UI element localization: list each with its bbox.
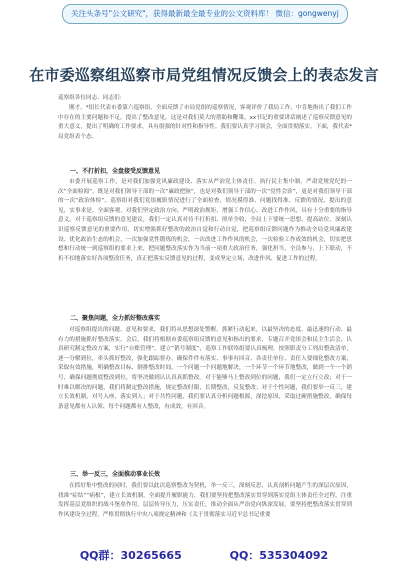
- promo-banner[interactable]: 关注头条号"公文研究"，获得最新最全最专业的公文资料库！ 微信：gongwenyj: [62, 4, 348, 24]
- section-3-heading: 三、举一反三，全面推动事业长效: [70, 471, 161, 478]
- section-2-heading: 二、聚焦问题，全力抓好整改落实: [70, 315, 161, 322]
- qq-label: QQ：535304092: [229, 549, 329, 562]
- contact-footer: [0, 547, 408, 563]
- intro-text: 刚才，*组长代表市委第六巡察组，全面反馈了市局党组的巡察情况，客观评价了我局工作，中肯地指出了我们工作中存在的主要问题和不足，提出了整改意见，这是对我们莫大的帮助和鞭策。xx书记的重要讲话阐述了巡察反馈意见的重大意义，提出了明确的工作要求，具有很强的针对性和指导性。我们要认真学习领会，全面贯彻落实。下面，我代表*局党组表个态。: [58, 105, 352, 140]
- section-1-heading: 一、不打折扣，全盘接受反馈意见: [70, 168, 161, 175]
- section-1-paragraph: 市委开展巡察工作，是对我们加强党风廉政建设、落实从严治党主体责任、执行民主集中制、严肃党规党纪的一次“全面检阅”，既是对我们领导干部的一次“廉政把脉”，也是对我们领导干部的一次“党性会诊”，更是对我们领导干部的一次“政治体检”。巡察组对我们党组履职情况进行了全面检查，情况摸得准、问题找得准、反馈的情况、提出的意见，实事求是、全面客观，对我们坚定政治方向、严明政治规矩、增强工作信心、改进工作作风，具有十分重要的指导意义。对于巡察组反馈的意见建议，我们一定认真对待不打折扣、照单全收，全局上下要统一思想、提高站位，深刻认识巡察反馈意见的重要作用，切实增强抓好整改的政治自觉和行动自觉，把巡察组反馈问题作为推动全局党风廉政建设、优化政治生态的机会，一次加强党性锻炼的机会，一次改进工作作风的机会，一次检验工作成效的机会，切实把思想和行动统一到巡察组的要求上来，把问题整改落实作为当前一项重大政治任务，强化担当，全员参与，上下联动，不折不扣地落实好各项整改任务，真正把落实反馈意见的过程，变成坚定立场、改进作风、促进工作的过程。: [58, 179, 352, 262]
- salutation: 巡察组各位同志、同志们：: [58, 95, 126, 101]
- section-3-body: [58, 482, 352, 520]
- section-2-paragraph: 对巡察组提出的问题、意见和要求，我们将从思想深处警醒，抓紧行动起来，以最坚决的态度、最迅速的行动、最有力的措施抓好整改落实。会后，我们将根据市委巡察组反馈的意见和指出的要求，专题召开党组会和民主生活会，认真研究制定整改方案，实行“台账管理”，建立“销号制度”，巡察工作联络组要认真梳理，按照职责分工列出整改清单，逐一分解到位，牵头抓好整改，强化跟踪督办，确保件件有落实、事事有回音、各责任单位、责任人要细化整改方案，采取有效措施，明确整改目标、倒排整改时间，一个问题一个问题地解决，一个环节一个环节地整改，做到一个一个销号，确保问题彻底整改到位，将坚决做到认认真真抓整改。对于能够马上整改到位的问题，我们一定立行立改；对于一时难以解决的问题，我们将制定整改措施，规定整改时限，长期整改，反复整改；对于个性问题，我们要举一反三，建立长效机制，对号入座，落实到人；对于共性问题，我们要认真分析问题根源，深挖原因，采取过硬措施整改，确保每条意见都有人认领、每个问题都有人整改，有成效，有回音。: [58, 327, 352, 410]
- section-1-body: [58, 178, 352, 264]
- document-title: 在市委巡察组巡察市局党组情况反馈会上的表态发言: [29, 66, 379, 84]
- qq-group-label: QQ群：30265665: [79, 549, 182, 562]
- intro-paragraph: [58, 104, 352, 142]
- section-2-body: [58, 326, 352, 412]
- section-3-paragraph: 在抓好集中整改的同时，我们要以此次巡察整改为契机，举一反三，深刻反思，认真剖析问题产生的深层次原因，找准“症结”“病根”，建立长效机制，全面提升履职能力，我们要坚持把整改落实贯穿到落实党组主体责任全过程，注重发挥基层党组织的战斗堡垒作用，层层传导压力，压实责任，推动全面从严治党向纵深发展，要坚持把整改落实贯穿到作风建设全过程，严格贯彻执行中央八项规定精神和《关于贯彻落实习近平总书记重要: [58, 483, 352, 518]
